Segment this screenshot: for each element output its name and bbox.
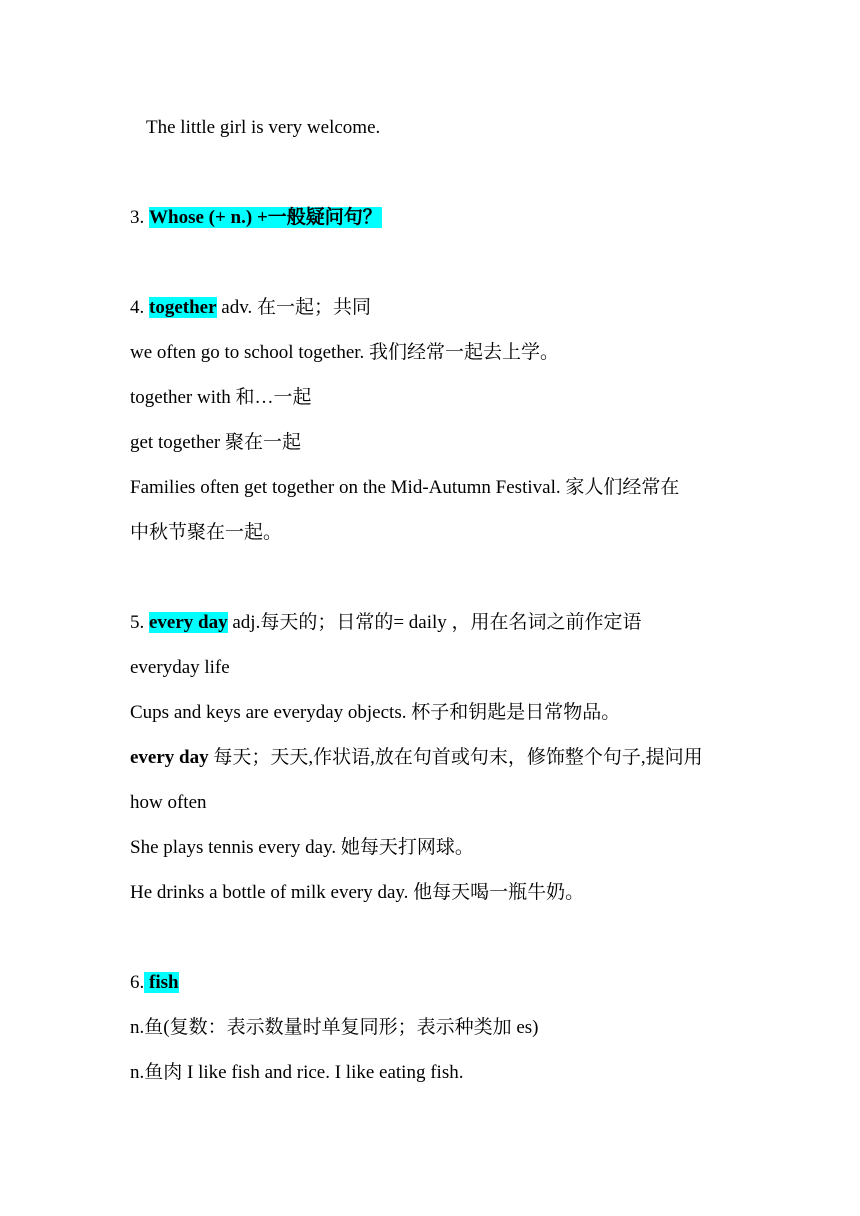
sentence-line: The little girl is very welcome. bbox=[146, 117, 381, 138]
highlighted-keyword: Whose (+ n.) +一般疑问句？ bbox=[149, 207, 382, 228]
definition: adj.每天的；日常的= daily ，用在名词之前作定语 bbox=[227, 612, 642, 633]
example-line: Families often get together on the Mid-Autumn Festival. 家人们经常在 bbox=[130, 477, 680, 498]
example-line bbox=[130, 746, 703, 770]
section-4-heading bbox=[130, 296, 371, 320]
example-line: n.鱼(复数：表示数量时单复同形；表示种类加 es) bbox=[130, 1017, 539, 1038]
bold-keyword: every day bbox=[130, 747, 209, 768]
example-line: He drinks a bottle of milk every day. 他每天喝一瓶牛奶。 bbox=[130, 882, 585, 903]
example-line: Cups and keys are everyday objects. 杯子和钥匙是日常物品。 bbox=[130, 702, 621, 723]
example-line: n.鱼肉 I like fish and rice. I like eating fish. bbox=[130, 1062, 464, 1083]
section-number: 6. bbox=[130, 972, 145, 993]
example-line: we often go to school together. 我们经常一起去上学。 bbox=[130, 342, 560, 363]
section-number: 3. bbox=[130, 207, 149, 228]
section-6-heading bbox=[130, 971, 179, 995]
example-line: She plays tennis every day. 她每天打网球。 bbox=[130, 837, 474, 858]
example-line: together with 和…一起 bbox=[130, 387, 312, 408]
section-number: 5. bbox=[130, 612, 149, 633]
example-line: everyday life bbox=[130, 657, 230, 678]
definition: 每天；天天,作状语,放在句首或句末，修饰整个句子,提问用 bbox=[208, 747, 703, 768]
section-5-heading bbox=[130, 611, 642, 635]
highlighted-keyword: fish bbox=[144, 972, 179, 993]
highlighted-keyword: every day bbox=[149, 612, 228, 633]
example-line: how often bbox=[130, 792, 207, 813]
section-3-heading bbox=[130, 206, 382, 230]
example-line: 中秋节聚在一起。 bbox=[130, 522, 283, 543]
example-line: get together 聚在一起 bbox=[130, 432, 301, 453]
section-number: 4. bbox=[130, 297, 149, 318]
highlighted-keyword: together bbox=[149, 297, 217, 318]
definition: adv. 在一起；共同 bbox=[216, 297, 371, 318]
